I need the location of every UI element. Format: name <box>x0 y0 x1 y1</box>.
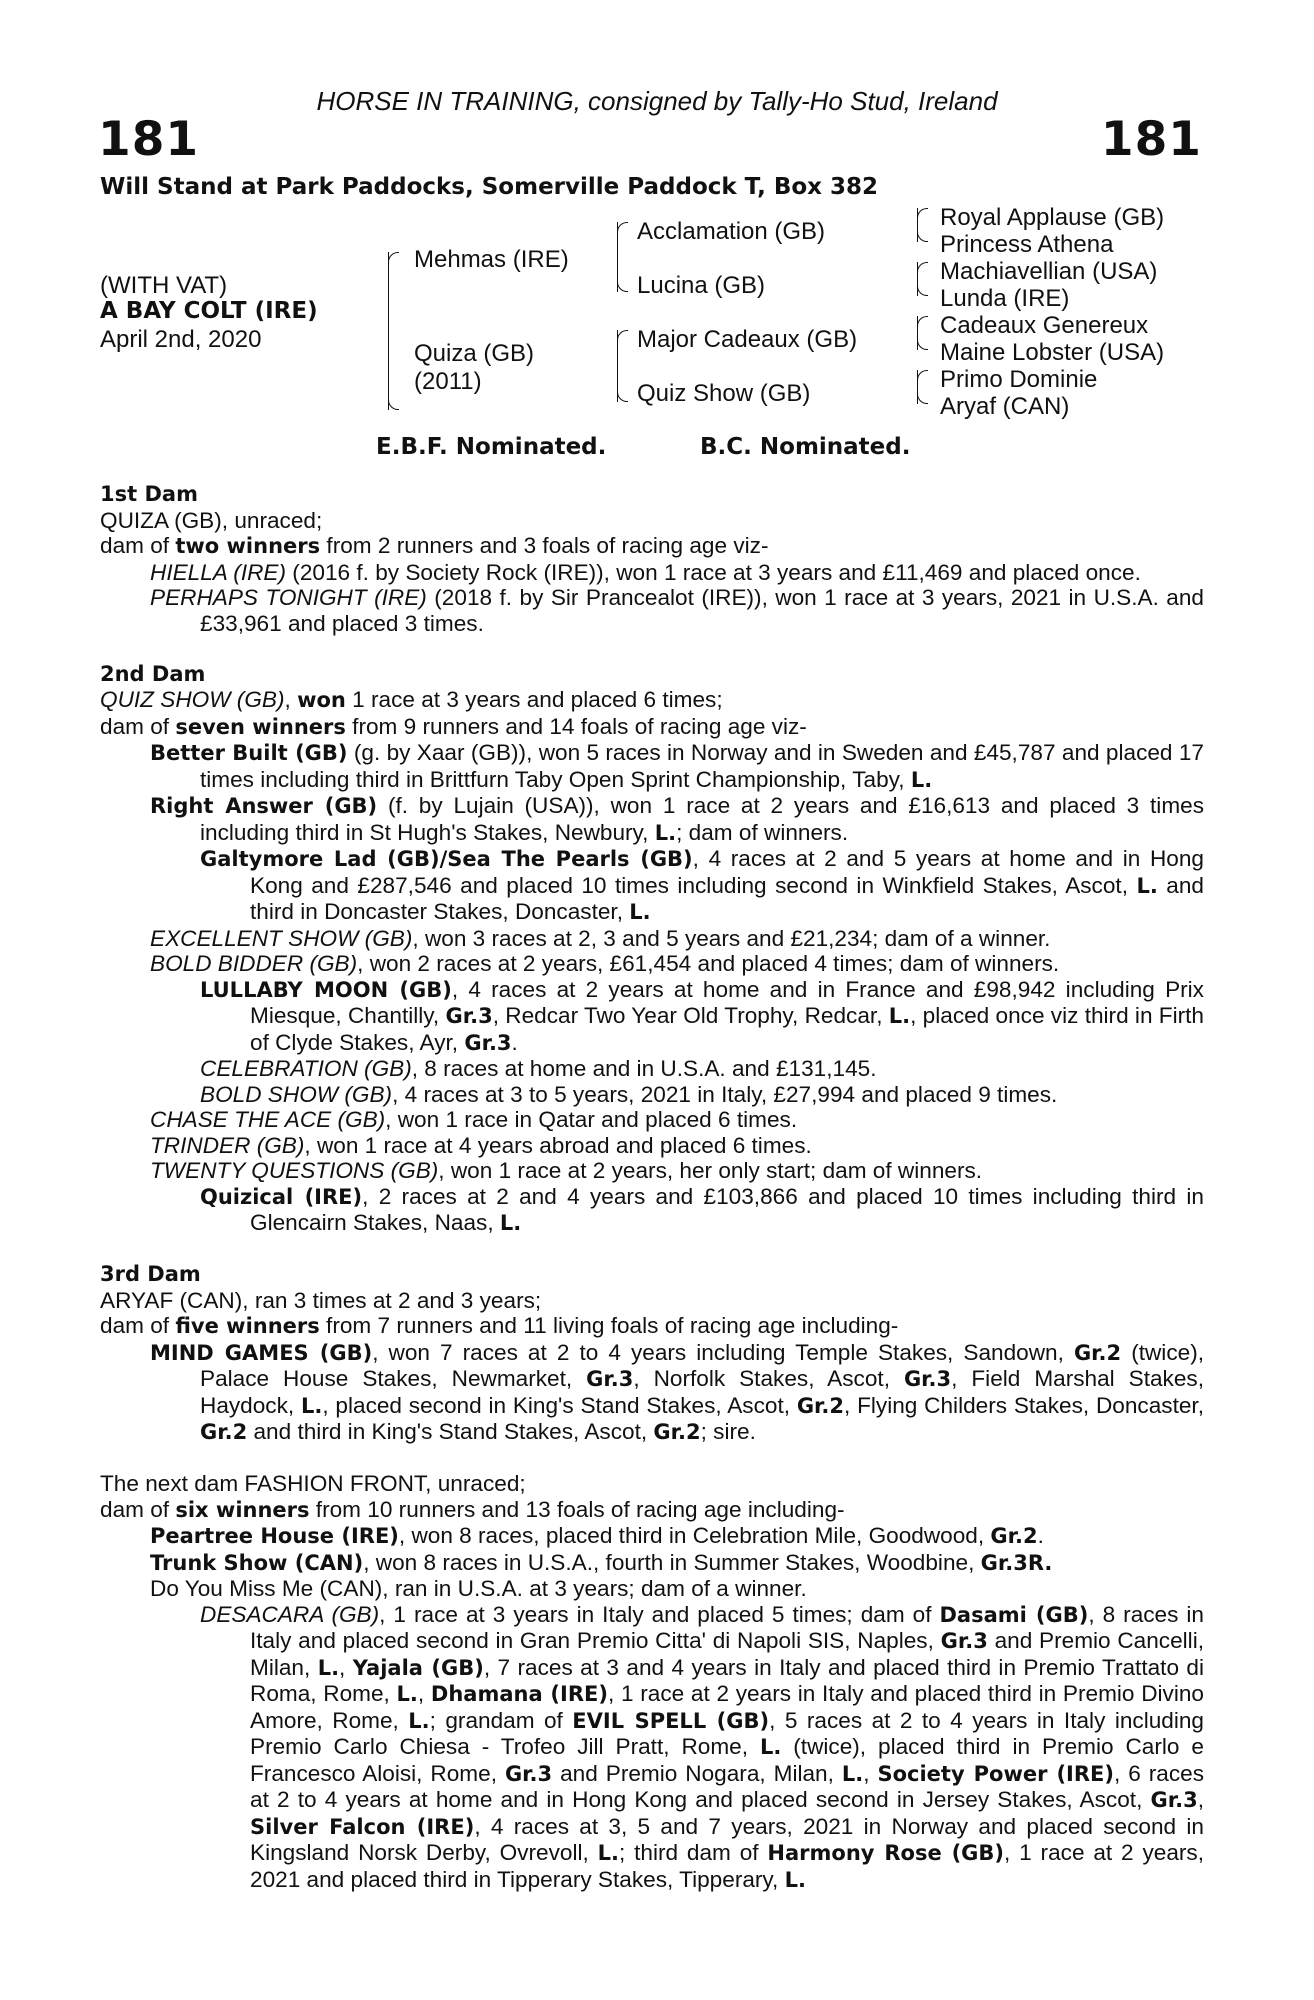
third-dam-produce: dam of five winners from 7 runners and 11 living foals of racing age including- <box>100 1313 899 1338</box>
brace-3a <box>917 208 918 242</box>
bc-nomination: B.C. Nominated. <box>700 434 911 460</box>
list-item: MIND GAMES (GB), won 7 races at 2 to 4 years including Temple Stakes, Sandown, Gr.2 (twice), Palace House Stakes, Newmarket, Gr.3, Norfolk Stakes, Ascot, Gr.3, Field Marshal Stakes, Haydock, L., placed second in King's Stand Stakes, Ascot, Gr.2, Flying Childers Stakes, Doncaster, Gr.2 and third in King's Stand Stakes, Ascot, Gr.2; sire. <box>150 1339 1204 1444</box>
list-item: Trunk Show (CAN), won 8 races in U.S.A., fourth in Summer Stakes, Woodbine, Gr.3R. <box>150 1549 1053 1575</box>
foaling-date: April 2nd, 2020 <box>100 326 262 353</box>
g3-7: Primo Dominie <box>940 366 1098 393</box>
list-item: Right Answer (GB) (f. by Lujain (USA)), won 1 race at 2 years and £16,613 and placed 3 times including third in St Hugh's Stakes, Newbury, L.; dam of winners. <box>150 793 1205 845</box>
third-dam-line: ARYAF (CAN), ran 3 times at 2 and 3 years; <box>100 1287 542 1313</box>
brace-3c <box>917 316 918 350</box>
list-item: PERHAPS TONIGHT (IRE) (2018 f. by Sir Prancealot (IRE)), won 1 race at 3 years, 2021 in U.S.A. and £33,961 and placed 3 times. <box>150 585 1204 636</box>
g3-3: Machiavellian (USA) <box>940 258 1158 285</box>
list-item: LULLABY MOON (GB), 4 races at 2 years at home and in France and £98,942 including Prix Miesque, Chantilly, Gr.3, Redcar Two Year Old Trophy, Redcar, L., placed once viz third in Firth of Clyde Stakes, Ayr, Gr.3. <box>200 976 1204 1055</box>
list-item: CHASE THE ACE (GB), won 1 race in Qatar and placed 6 times. <box>150 1107 798 1132</box>
g3-6: Maine Lobster (USA) <box>940 339 1165 366</box>
second-dam-heading: 2nd Dam <box>100 661 206 686</box>
list-item: DESACARA (GB), 1 race at 3 years in Italy and placed 5 times; dam of Dasami (GB), 8 races in Italy and placed second in Gran Premio Citta' di Napoli SIS, Naples, Gr.3 and Premio Cancelli, Milan, L., Yajala (GB), 7 races at 3 and 4 years in Italy and placed third in Premio Trattato di Roma, Rome, L., Dhamana (IRE), 1 race at 2 years in Italy and placed third in Premio Divino Amore, Rome, L.; grandam of EVIL SPELL (GB), 5 races at 2 to 4 years in Italy including Premio Carlo Chiesa - Trofeo Jill Pratt, Rome, L. (twice), placed third in Premio Carlo e Francesco Aloisi, Rome, Gr.3 and Premio Nogara, Milan, L., Society Power (IRE), 6 races at 2 to 4 years at home and in Hong Kong and placed second in Jersey Stakes, Ascot, Gr.3, Silver Falcon (IRE), 4 races at 3, 5 and 7 years, 2021 in Norway and placed second in Kingsland Norsk Derby, Ovrevoll, L.; third dam of Harmony Rose (GB), 1 race at 2 years, 2021 and placed third in Tipperary Stakes, Tipperary, L. <box>200 1601 1205 1892</box>
list-item: BOLD SHOW (GB), 4 races at 3 to 5 years, 2021 in Italy, £27,994 and placed 9 times. <box>200 1081 1058 1107</box>
g3-2: Princess Athena <box>940 231 1114 258</box>
third-dam-heading: 3rd Dam <box>100 1262 201 1286</box>
vat-label: (WITH VAT) <box>100 272 228 299</box>
brace-3b <box>917 262 918 296</box>
brace-3d <box>917 370 918 404</box>
list-item: Galtymore Lad (GB)/Sea The Pearls (GB), 4 races at 2 and 5 years at home and in Hong Kong and £287,546 and placed 10 times including second in Winkfield Stakes, Ascot, L. and third in Doncaster Stakes, Doncaster, L. <box>200 846 1204 924</box>
list-item: TRINDER (GB), won 1 race at 4 years abroad and placed 6 times. <box>150 1132 812 1158</box>
first-dam-line: QUIZA (GB), unraced; <box>100 507 323 533</box>
next-dam-line: The next dam FASHION FRONT, unraced; <box>100 1471 526 1496</box>
second-dam-produce: dam of seven winners from 9 runners and 14 foals of racing age viz- <box>100 713 807 739</box>
list-item: Better Built (GB) (g. by Xaar (GB)), won 5 races in Norway and in Sweden and £45,787 and placed 17 times including third in Brittfurn Taby Open Sprint Championship, Taby, L. <box>150 740 1204 792</box>
dam-year: (2011) <box>414 368 482 395</box>
first-dam-heading: 1st Dam <box>100 482 198 506</box>
catalogue-body <box>100 482 1204 1893</box>
list-item: BOLD BIDDER (GB), won 2 races at 2 years, £61,454 and placed 4 times; dam of winners. <box>150 951 1060 976</box>
g3-5: Cadeaux Genereux <box>940 312 1149 339</box>
g3-8: Aryaf (CAN) <box>940 393 1070 420</box>
list-item: Quizical (IRE), 2 races at 2 and 4 years and £103,866 and placed 10 times including third in Glencairn Stakes, Naas, L. <box>200 1183 1204 1235</box>
sire-dam: Lucina (GB) <box>637 272 766 299</box>
consignment-line: HORSE IN TRAINING, consigned by Tally-Ho Stud, Ireland <box>316 86 998 116</box>
brace-1 <box>388 252 389 410</box>
list-item: EXCELLENT SHOW (GB), won 3 races at 2, 3 and 5 years and £21,234; dam of a winner. <box>150 925 1051 951</box>
brace-2a <box>617 222 618 292</box>
stand-location: Will Stand at Park Paddocks, Somerville Paddock T, Box 382 <box>100 174 879 200</box>
lot-number-right: 181 <box>1100 112 1202 167</box>
dam: Quiza (GB) <box>414 340 535 367</box>
list-item: Peartree House (IRE), won 8 races, placed third in Celebration Mile, Goodwood, Gr.2. <box>150 1523 1044 1548</box>
sire: Mehmas (IRE) <box>414 246 569 273</box>
g3-1: Royal Applause (GB) <box>940 204 1165 231</box>
list-item: Do You Miss Me (CAN), ran in U.S.A. at 3 years; dam of a winner. <box>150 1576 807 1601</box>
dam-dam: Quiz Show (GB) <box>637 380 811 407</box>
list-item: HIELLA (IRE) (2016 f. by Society Rock (IRE)), won 1 race at 3 years and £11,469 and placed once. <box>150 559 1141 585</box>
list-item: TWENTY QUESTIONS (GB), won 1 race at 2 years, her only start; dam of winners. <box>150 1158 983 1183</box>
lot-number-left: 181 <box>98 112 200 167</box>
horse-name: A BAY COLT (IRE) <box>100 298 318 324</box>
list-item: CELEBRATION (GB), 8 races at home and in U.S.A. and £131,145. <box>200 1056 877 1081</box>
sire-sire: Acclamation (GB) <box>637 218 826 245</box>
ebf-nomination: E.B.F. Nominated. <box>376 434 607 460</box>
brace-2b <box>617 330 618 402</box>
dam-sire: Major Cadeaux (GB) <box>637 326 858 353</box>
next-dam-produce: dam of six winners from 10 runners and 13 foals of racing age including- <box>100 1496 845 1522</box>
second-dam-line: QUIZ SHOW (GB), won 1 race at 3 years and placed 6 times; <box>100 687 723 712</box>
g3-4: Lunda (IRE) <box>940 285 1070 312</box>
first-dam-produce: dam of two winners from 2 runners and 3 foals of racing age viz- <box>100 533 769 558</box>
